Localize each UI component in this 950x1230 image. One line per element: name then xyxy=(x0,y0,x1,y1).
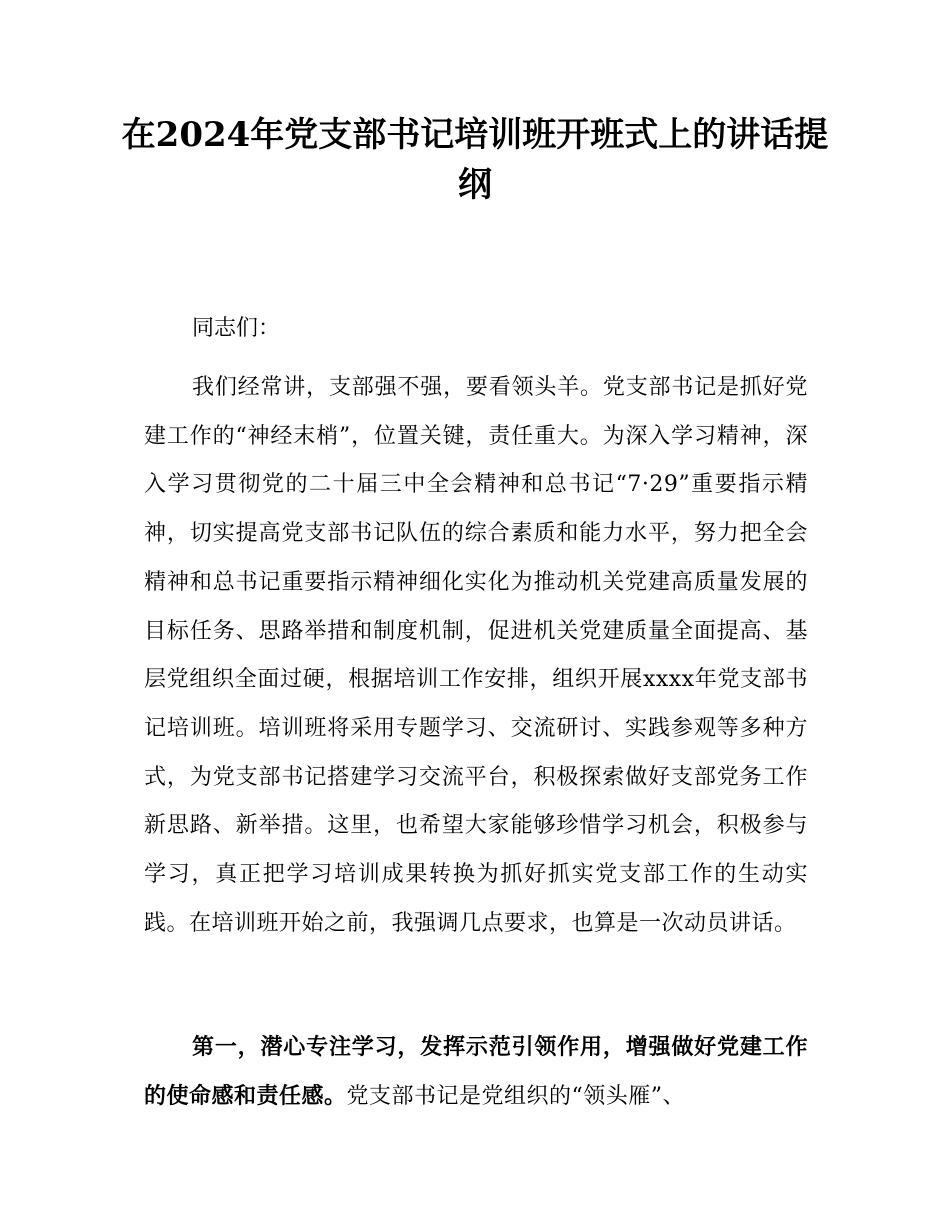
paragraph-2-text: 党支部书记是党组织的“领头雁”、 xyxy=(346,1083,686,1109)
document-title: 在2024年党支部书记培训班开班式上的讲话提纲 xyxy=(121,115,829,205)
paragraph-2-heading: 第一，潜心专注学习，发挥示范引领作用，增强做好党建工作的使命感和责任感。 xyxy=(144,1035,808,1109)
paragraph-1 xyxy=(144,364,808,948)
paragraph-1-text: 我们经常讲，支部强不强，要看领头羊。党支部书记是抓好党建工作的“神经末梢”，位置关键，责任重大。为深入学习精神，深入学习贯彻党的二十届三中全会精神和总书记“7·29”重要指示精神，切实提高党支部书记队伍的综合素质和能力水平，努力把全会精神和总书记重要指示精神细化实化为推动机关党建高质量发展的目标任务、思路举措和制度机制，促进机关党建质量全面提高、基层党组织全面过硬，根据培训工作安排，组织开展xxxx年党支部书记培训班。培训班将采用专题学习、交流研讨、实践参观等多种方式，为党支部书记搭建学习交流平台，积极探索做好支部党务工作新思路、新举措。这里，也希望大家能够珍惜学习机会，积极参与学习，真正把学习培训成果转换为抓好抓实党支部工作的生动实践。在培训班开始之前，我强调几点要求，也算是一次动员讲话。 xyxy=(144,375,808,936)
salutation: 同志们： xyxy=(192,316,281,341)
paragraph-2 xyxy=(144,1024,808,1121)
